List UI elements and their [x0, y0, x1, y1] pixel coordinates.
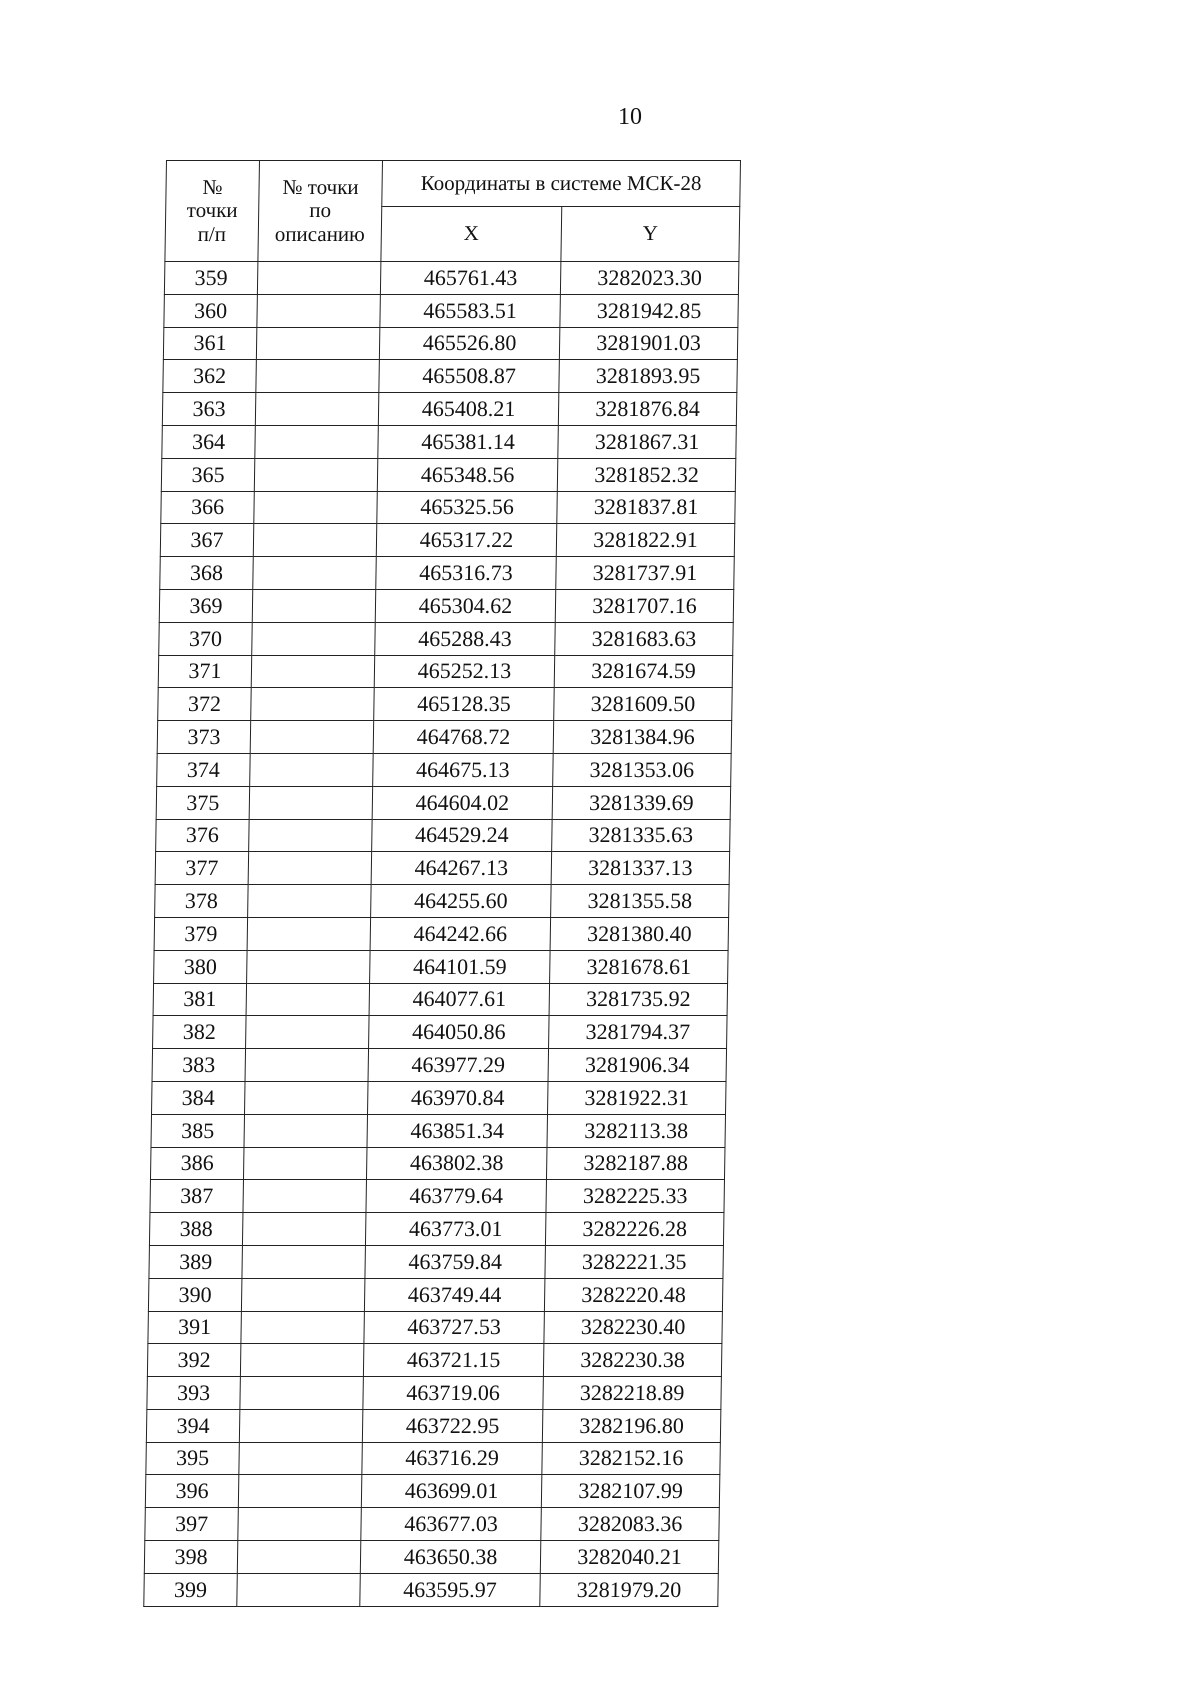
- table-row: [161, 458, 736, 491]
- cell-y: 3281380.40: [550, 917, 729, 950]
- cell-y: 3282230.38: [543, 1344, 722, 1377]
- cell-x: 465348.56: [377, 458, 558, 491]
- cell-x: 463749.44: [364, 1278, 545, 1311]
- cell-x: 464255.60: [371, 885, 552, 918]
- cell-point-description: [242, 1245, 366, 1278]
- cell-x: 463851.34: [367, 1114, 548, 1147]
- cell-point-number: 368: [160, 557, 254, 590]
- table-row: [156, 786, 731, 819]
- cell-point-description: [240, 1344, 364, 1377]
- cell-y: 3281906.34: [548, 1049, 727, 1082]
- cell-point-description: [238, 1508, 362, 1541]
- cell-y: 3282023.30: [560, 262, 739, 295]
- cell-point-number: 364: [162, 425, 256, 458]
- cell-point-number: 399: [144, 1573, 238, 1606]
- table-row: [149, 1213, 724, 1246]
- cell-point-description: [242, 1213, 366, 1246]
- cell-point-number: 362: [163, 360, 257, 393]
- cell-x: 465381.14: [378, 425, 559, 458]
- cell-point-description: [248, 852, 372, 885]
- table-row: [163, 327, 738, 360]
- cell-point-number: 375: [156, 786, 250, 819]
- cell-point-number: 397: [145, 1508, 239, 1541]
- cell-point-number: 396: [145, 1475, 239, 1508]
- cell-point-description: [251, 655, 375, 688]
- cell-point-number: 377: [155, 852, 249, 885]
- cell-point-number: 387: [150, 1180, 244, 1213]
- cell-point-description: [253, 524, 377, 557]
- cell-point-number: 388: [149, 1213, 243, 1246]
- cell-point-number: 381: [153, 983, 247, 1016]
- table-row: [152, 1081, 727, 1114]
- cell-x: 463699.01: [361, 1475, 542, 1508]
- header-y: Y: [561, 207, 740, 262]
- cell-y: 3281822.91: [556, 524, 735, 557]
- table-row: [144, 1573, 719, 1606]
- table-row: [162, 425, 737, 458]
- table-row: [150, 1180, 725, 1213]
- cell-point-description: [241, 1278, 365, 1311]
- cell-point-number: 365: [161, 458, 255, 491]
- cell-point-number: 384: [152, 1081, 246, 1114]
- cell-point-description: [254, 458, 378, 491]
- cell-point-number: 372: [158, 688, 252, 721]
- header-point-description-number: № точки по описанию: [258, 161, 383, 262]
- cell-y: 3281837.81: [557, 491, 736, 524]
- table-row: [147, 1377, 722, 1410]
- cell-y: 3281852.32: [557, 458, 736, 491]
- table-row: [164, 262, 739, 295]
- cell-point-description: [245, 1081, 369, 1114]
- cell-x: 463970.84: [368, 1081, 549, 1114]
- table-row: [155, 885, 730, 918]
- table-row: [146, 1442, 721, 1475]
- cell-point-description: [249, 786, 373, 819]
- cell-point-description: [255, 425, 379, 458]
- cell-y: 3282040.21: [540, 1541, 719, 1574]
- cell-x: 465508.87: [379, 360, 560, 393]
- cell-y: 3282107.99: [541, 1475, 720, 1508]
- cell-point-description: [237, 1541, 361, 1574]
- table-row: [148, 1278, 723, 1311]
- cell-y: 3282218.89: [543, 1377, 722, 1410]
- cell-point-number: 360: [164, 294, 258, 327]
- cell-x: 465761.43: [380, 262, 561, 295]
- table-row: [158, 655, 733, 688]
- cell-x: 464529.24: [372, 819, 553, 852]
- cell-x: 465304.62: [375, 589, 556, 622]
- cell-point-description: [243, 1147, 367, 1180]
- table-row: [154, 917, 729, 950]
- table-row: [164, 294, 739, 327]
- cell-x: 464101.59: [370, 950, 551, 983]
- table-row: [161, 491, 736, 524]
- cell-point-number: 395: [146, 1442, 240, 1475]
- cell-y: 3281735.92: [549, 983, 728, 1016]
- cell-point-number: 398: [144, 1541, 238, 1574]
- cell-point-description: [251, 688, 375, 721]
- cell-point-description: [244, 1114, 368, 1147]
- table-row: [157, 753, 732, 786]
- table-row: [147, 1344, 722, 1377]
- table-row: [159, 622, 734, 655]
- cell-point-number: 392: [147, 1344, 241, 1377]
- cell-y: 3281335.63: [552, 819, 731, 852]
- cell-x: 463773.01: [365, 1213, 546, 1246]
- cell-point-number: 376: [156, 819, 250, 852]
- cell-point-number: 389: [149, 1245, 243, 1278]
- cell-y: 3281942.85: [560, 294, 739, 327]
- cell-x: 464050.86: [369, 1016, 550, 1049]
- cell-point-description: [249, 819, 373, 852]
- cell-y: 3281683.63: [555, 622, 734, 655]
- table-row: [151, 1114, 726, 1147]
- cell-point-number: 378: [155, 885, 249, 918]
- header-point-number: № точки п/п: [165, 161, 260, 262]
- cell-y: 3281794.37: [549, 1016, 728, 1049]
- cell-y: 3282221.35: [545, 1245, 724, 1278]
- cell-y: 3281922.31: [548, 1081, 727, 1114]
- cell-x: 463721.15: [363, 1344, 544, 1377]
- cell-x: 463595.97: [360, 1573, 541, 1606]
- cell-point-number: 379: [154, 917, 248, 950]
- cell-x: 465583.51: [380, 294, 561, 327]
- cell-point-number: 371: [158, 655, 252, 688]
- table-row: [145, 1475, 720, 1508]
- cell-x: 463716.29: [362, 1442, 543, 1475]
- cell-y: 3282196.80: [542, 1409, 721, 1442]
- cell-point-description: [252, 589, 376, 622]
- cell-point-number: 382: [153, 1016, 247, 1049]
- cell-point-number: 373: [157, 721, 251, 754]
- table-row: [163, 360, 738, 393]
- cell-point-number: 374: [157, 753, 251, 786]
- cell-point-description: [247, 917, 371, 950]
- cell-x: 465408.21: [378, 393, 559, 426]
- cell-y: 3281337.13: [551, 852, 730, 885]
- cell-x: 465317.22: [376, 524, 557, 557]
- cell-point-description: [254, 491, 378, 524]
- table-row: [146, 1409, 721, 1442]
- cell-x: 463722.95: [362, 1409, 543, 1442]
- cell-x: 464077.61: [369, 983, 550, 1016]
- table-row: [150, 1147, 725, 1180]
- cell-point-number: 394: [146, 1409, 240, 1442]
- cell-y: 3282220.48: [544, 1278, 723, 1311]
- table-row: [148, 1311, 723, 1344]
- table-row: [144, 1541, 719, 1574]
- table-row: [154, 950, 729, 983]
- table-row: [149, 1245, 724, 1278]
- cell-point-number: 367: [160, 524, 254, 557]
- cell-point-description: [238, 1475, 362, 1508]
- cell-point-description: [243, 1180, 367, 1213]
- table-row: [155, 852, 730, 885]
- cell-y: 3281979.20: [540, 1573, 719, 1606]
- cell-y: 3282230.40: [544, 1311, 723, 1344]
- cell-point-number: 370: [159, 622, 253, 655]
- cell-y: 3281355.58: [551, 885, 730, 918]
- cell-x: 464675.13: [373, 753, 554, 786]
- cell-point-number: 366: [161, 491, 255, 524]
- cell-x: 463802.38: [366, 1147, 547, 1180]
- table-row: [153, 1016, 728, 1049]
- header-x: X: [381, 207, 562, 262]
- cell-x: 464242.66: [370, 917, 551, 950]
- table-row: [157, 721, 732, 754]
- cell-y: 3281737.91: [556, 557, 735, 590]
- cell-y: 3281901.03: [559, 327, 738, 360]
- page-number: 10: [618, 104, 642, 130]
- table-row: [162, 393, 737, 426]
- cell-x: 463727.53: [364, 1311, 545, 1344]
- cell-x: 463759.84: [365, 1245, 546, 1278]
- header-coordinate-system: Координаты в системе МСК-28: [382, 161, 741, 207]
- cell-y: 3281609.50: [554, 688, 733, 721]
- cell-x: 465288.43: [375, 622, 556, 655]
- cell-x: 463779.64: [366, 1180, 547, 1213]
- cell-point-description: [245, 1049, 369, 1082]
- cell-point-description: [255, 393, 379, 426]
- table-row: [156, 819, 731, 852]
- cell-point-description: [256, 360, 380, 393]
- cell-point-number: 359: [164, 262, 258, 295]
- cell-point-description: [237, 1573, 361, 1606]
- table-body: [144, 262, 739, 1607]
- cell-y: 3281674.59: [554, 655, 733, 688]
- cell-point-number: 391: [148, 1311, 242, 1344]
- cell-point-number: 369: [159, 589, 253, 622]
- cell-x: 464604.02: [372, 786, 553, 819]
- cell-x: 463977.29: [368, 1049, 549, 1082]
- cell-point-number: 385: [151, 1114, 245, 1147]
- table-row: [153, 983, 728, 1016]
- cell-point-number: 390: [148, 1278, 242, 1311]
- cell-point-description: [253, 557, 377, 590]
- cell-point-description: [239, 1409, 363, 1442]
- cell-x: 465316.73: [376, 557, 557, 590]
- cell-x: 464768.72: [373, 721, 554, 754]
- cell-x: 465128.35: [374, 688, 555, 721]
- cell-y: 3281893.95: [559, 360, 738, 393]
- cell-x: 464267.13: [371, 852, 552, 885]
- cell-y: 3282083.36: [541, 1508, 720, 1541]
- cell-y: 3281707.16: [555, 589, 734, 622]
- cell-point-description: [252, 622, 376, 655]
- table-row: [159, 589, 734, 622]
- cell-point-number: 363: [162, 393, 256, 426]
- cell-y: 3281339.69: [552, 786, 731, 819]
- cell-point-description: [247, 950, 371, 983]
- cell-y: 3282225.33: [546, 1180, 725, 1213]
- cell-point-number: 361: [163, 327, 257, 360]
- cell-x: 463677.03: [361, 1508, 542, 1541]
- table-row: [152, 1049, 727, 1082]
- cell-point-description: [240, 1377, 364, 1410]
- table-row: [145, 1508, 720, 1541]
- cell-point-description: [246, 983, 370, 1016]
- cell-y: 3281867.31: [558, 425, 737, 458]
- cell-y: 3281876.84: [558, 393, 737, 426]
- cell-point-description: [248, 885, 372, 918]
- cell-y: 3282187.88: [546, 1147, 725, 1180]
- cell-point-number: 393: [147, 1377, 241, 1410]
- cell-y: 3282113.38: [547, 1114, 726, 1147]
- cell-x: 463719.06: [363, 1377, 544, 1410]
- cell-point-description: [256, 327, 380, 360]
- cell-x: 465526.80: [379, 327, 560, 360]
- cell-point-description: [241, 1311, 365, 1344]
- coordinates-table: [143, 160, 741, 1607]
- cell-y: 3282152.16: [542, 1442, 721, 1475]
- cell-point-number: 380: [154, 950, 248, 983]
- cell-point-description: [250, 753, 374, 786]
- cell-y: 3282226.28: [545, 1213, 724, 1246]
- cell-x: 465325.56: [377, 491, 558, 524]
- cell-point-description: [246, 1016, 370, 1049]
- cell-point-description: [257, 262, 381, 295]
- cell-x: 465252.13: [374, 655, 555, 688]
- cell-y: 3281353.06: [553, 753, 732, 786]
- cell-point-description: [250, 721, 374, 754]
- cell-point-number: 383: [152, 1049, 246, 1082]
- table-row: [160, 557, 735, 590]
- cell-y: 3281384.96: [553, 721, 732, 754]
- cell-x: 463650.38: [360, 1541, 541, 1574]
- cell-point-description: [257, 294, 381, 327]
- cell-y: 3281678.61: [550, 950, 729, 983]
- cell-point-description: [239, 1442, 363, 1475]
- table-row: [160, 524, 735, 557]
- cell-point-number: 386: [150, 1147, 244, 1180]
- table-row: [158, 688, 733, 721]
